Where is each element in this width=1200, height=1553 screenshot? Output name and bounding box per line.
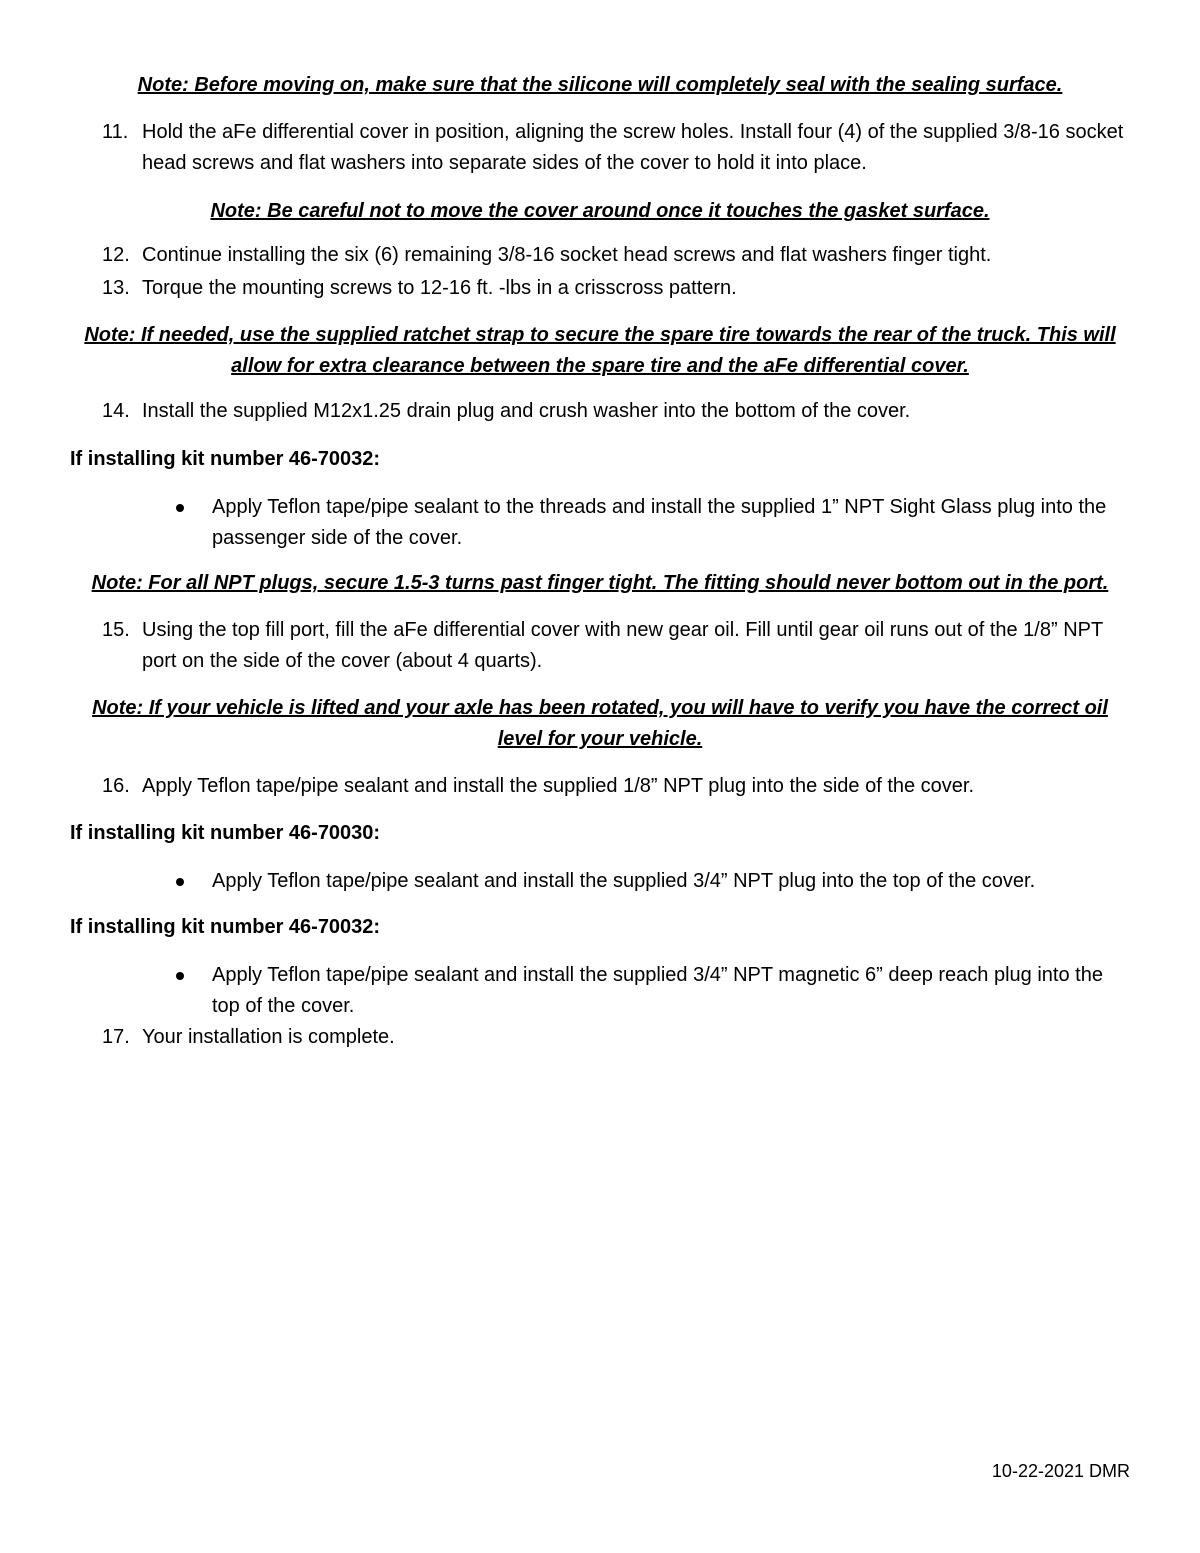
step-text: Using the top fill port, fill the aFe differential cover with new gear oil. Fill until gear oil runs out of the 1/8” NPT port on the side of the cover (about 4 quarts). bbox=[142, 619, 1103, 672]
kit-heading-46-70030: If installing kit number 46-70030: bbox=[70, 822, 381, 844]
step-text: Install the supplied M12x1.25 drain plug and crush washer into the bottom of the cover. bbox=[142, 400, 911, 422]
step-text: Torque the mounting screws to 12-16 ft. -lbs in a crisscross pattern. bbox=[142, 277, 737, 299]
bullet-text: Apply Teflon tape/pipe sealant to the threads and install the supplied 1” NPT Sight Glass plug into the passenger side of the cover. bbox=[212, 496, 1107, 549]
bullet-dot-icon bbox=[176, 878, 184, 886]
step-number: 15. bbox=[102, 619, 130, 641]
step-number: 16. bbox=[102, 775, 130, 797]
note-ratchet-strap: Note: If needed, use the supplied ratchet strap to secure the spare tire towards the rear of the truck. This will allow for extra clearance between the spare tire and the aFe differential cover. bbox=[84, 324, 1116, 377]
note-npt-plugs: Note: For all NPT plugs, secure 1.5-3 turns past finger tight. The fitting should never bottom out in the port. bbox=[91, 572, 1109, 594]
step-text: Apply Teflon tape/pipe sealant and install the supplied 1/8” NPT plug into the side of the cover. bbox=[142, 775, 975, 797]
step-text: Your installation is complete. bbox=[142, 1026, 395, 1048]
note-silicone: Note: Before moving on, make sure that the silicone will completely seal with the sealing surface. bbox=[137, 74, 1063, 96]
bullet-dot-icon bbox=[176, 504, 184, 512]
step-number: 13. bbox=[102, 277, 130, 299]
kit-heading-46-70032: If installing kit number 46-70032: bbox=[70, 448, 381, 470]
step-12 bbox=[102, 240, 1132, 271]
note-lifted-vehicle: Note: If your vehicle is lifted and your axle has been rotated, you will have to verify you have the correct oil level for your vehicle. bbox=[92, 697, 1108, 750]
step-number: 12. bbox=[102, 244, 130, 266]
bullet-magnetic-plug bbox=[172, 960, 1132, 1022]
step-15 bbox=[102, 615, 1132, 677]
step-text: Continue installing the six (6) remaining 3/8-16 socket head screws and flat washers finger tight. bbox=[142, 244, 992, 266]
bullet-3-4-npt-plug bbox=[172, 866, 1132, 897]
step-17 bbox=[102, 1022, 1132, 1053]
step-13 bbox=[102, 273, 1132, 304]
step-14 bbox=[102, 396, 1132, 427]
kit-heading-46-70032-second: If installing kit number 46-70032: bbox=[70, 916, 381, 938]
step-text: Hold the aFe differential cover in position, aligning the screw holes. Install four (4) of the supplied 3/8-16 socket head screws and flat washers into separate sides of the cover to hold it into place. bbox=[142, 121, 1124, 174]
bullet-dot-icon bbox=[176, 972, 184, 980]
step-11 bbox=[102, 117, 1132, 179]
bullet-text: Apply Teflon tape/pipe sealant and install the supplied 3/4” NPT plug into the top of the cover. bbox=[212, 870, 1036, 892]
step-16 bbox=[102, 771, 1132, 802]
bullet-text: Apply Teflon tape/pipe sealant and install the supplied 3/4” NPT magnetic 6” deep reach plug into the top of the cover. bbox=[212, 964, 1103, 1017]
step-number: 14. bbox=[102, 400, 130, 422]
step-number: 11. bbox=[102, 121, 129, 143]
footer-date: 10-22-2021 DMR bbox=[991, 1461, 1130, 1481]
step-number: 17. bbox=[102, 1026, 130, 1048]
note-cover-gasket: Note: Be careful not to move the cover around once it touches the gasket surface. bbox=[210, 200, 990, 222]
bullet-sight-glass bbox=[172, 492, 1132, 554]
